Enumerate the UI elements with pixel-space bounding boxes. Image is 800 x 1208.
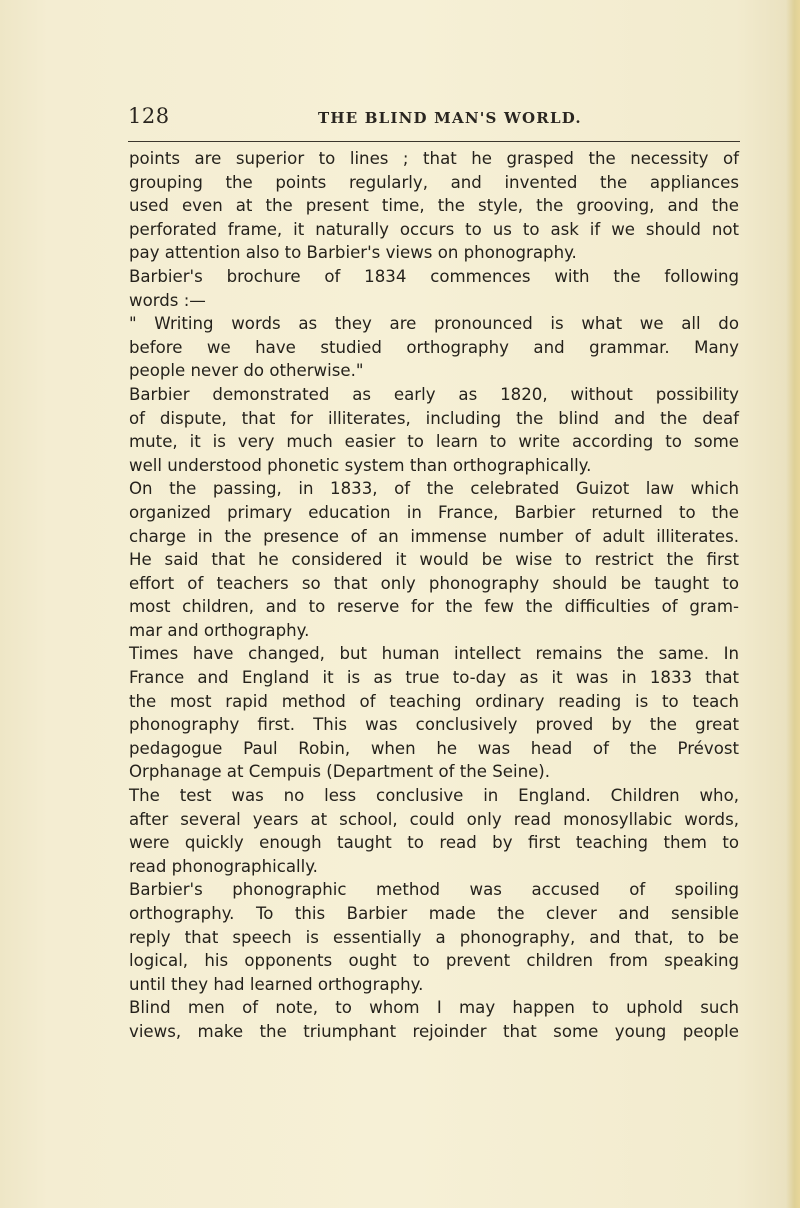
text-line: logical, his opponents ought to prevent children from speaking (129, 951, 739, 971)
text-line: Orphanage at Cempuis (Department of the Seine). (129, 762, 551, 782)
text-line: mute, it is very much easier to learn to write according to some (129, 432, 739, 452)
text-line: phonography first. This was conclusively proved by the great (129, 715, 739, 735)
text-line: words :— (129, 290, 206, 310)
text-line: used even at the present time, the style, the grooving, and the (129, 196, 739, 216)
header-rule (128, 141, 740, 142)
text-line: until they had learned orthography. (129, 974, 424, 994)
text-line: mar and orthography. (129, 620, 310, 640)
text-line: " Writing words as they are pronounced is what we all do (129, 314, 739, 334)
text-line: of dispute, that for illiterates, including the blind and the deaf (129, 408, 739, 428)
text-line: the most rapid method of teaching ordinary reading is to teach (129, 691, 739, 711)
text-line: views, make the triumphant rejoinder that some young people (129, 1021, 739, 1041)
text-line: Blind men of note, to whom I may happen to uphold such (129, 998, 739, 1018)
text-line: pedagogue Paul Robin, when he was head of the Prévost (129, 738, 739, 758)
page-number: 128 (128, 104, 170, 128)
page-header (0, 104, 800, 134)
text-line: were quickly enough taught to read by first teaching them to (129, 833, 739, 853)
text-line: reply that speech is essentially a phonography, and that, to be (129, 927, 739, 947)
body-text (129, 147, 739, 1044)
text-line: effort of teachers so that only phonography should be taught to (129, 573, 739, 593)
text-line: before we have studied orthography and grammar. Many (129, 337, 739, 357)
text-line: well understood phonetic system than orthographically. (129, 455, 592, 475)
text-line: perforated frame, it naturally occurs to us to ask if we should not (129, 219, 739, 239)
text-line: points are superior to lines ; that he grasped the necessity of (129, 149, 739, 168)
text-line: He said that he considered it would be wise to restrict the first (129, 550, 739, 570)
text-line: organized primary education in France, Barbier returned to the (129, 502, 739, 522)
text-line: pay attention also to Barbier's views on phonography. (129, 243, 577, 263)
text-line: read phonographically. (129, 856, 318, 876)
text-line: people never do otherwise." (129, 361, 364, 381)
text-line: after several years at school, could only read monosyllabic words, (129, 809, 739, 829)
text-line: most children, and to reserve for the few the difficulties of gram- (129, 597, 739, 617)
page-edge-shadow (786, 0, 800, 1208)
text-line: The test was no less conclusive in England. Children who, (129, 786, 739, 806)
text-line: charge in the presence of an immense number of adult illiterates. (129, 526, 739, 546)
text-line: On the passing, in 1833, of the celebrated Guizot law which (129, 479, 739, 499)
text-line: Barbier's brochure of 1834 commences with the following (129, 266, 739, 286)
text-line: orthography. To this Barbier made the clever and sensible (129, 904, 739, 923)
text-line: Barbier's phonographic method was accused of spoiling (129, 880, 739, 900)
text-line: Barbier demonstrated as early as 1820, without possibility (129, 384, 739, 404)
text-line: Times have changed, but human intellect remains the same. In (129, 644, 739, 664)
running-head: THE BLIND MAN'S WORLD. (318, 109, 582, 127)
text-line: France and England it is as true to-day as it was in 1833 that (129, 668, 739, 688)
text-line: grouping the points regularly, and invented the appliances (129, 172, 739, 192)
